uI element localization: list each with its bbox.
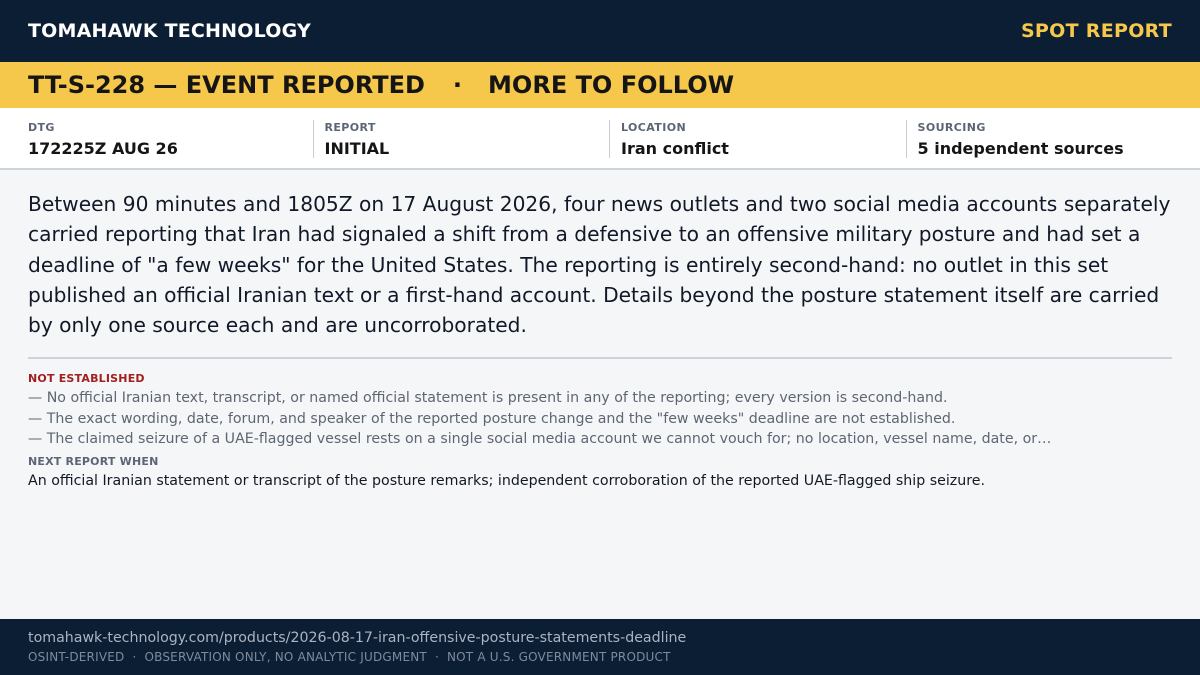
brand-name: TOMAHAWK TECHNOLOGY (28, 20, 311, 42)
disclaimer-osint: OSINT-DERIVED (28, 650, 125, 664)
list-item: — The exact wording, date, forum, and speaker of the reported posture change and the "few weeks" deadline are not established. (28, 410, 956, 427)
disclaimer-not-government: NOT A U.S. GOVERNMENT PRODUCT (446, 650, 671, 664)
meta-value: 5 independent sources (917, 139, 1124, 158)
disclaimer-observation: OBSERVATION ONLY, NO ANALYTIC JUDGMENT (144, 650, 427, 664)
next-report-heading: NEXT REPORT WHEN (28, 455, 159, 469)
list-item: — The claimed seizure of a UAE-flagged vessel rests on a single social media account we cannot vouch for; no location, vessel name, date, or… (28, 431, 1052, 448)
meta-report (313, 108, 608, 168)
meta-value: 172225Z AUG 26 (28, 139, 178, 158)
meta-label: SOURCING (917, 121, 986, 134)
meta-label: LOCATION (621, 121, 687, 134)
report-id-status: TT-S-228 — EVENT REPORTED (28, 71, 425, 99)
not-established-list (28, 388, 1172, 450)
status-banner (0, 62, 1200, 108)
report-type-label: SPOT REPORT (1020, 20, 1172, 42)
footer-bar (0, 619, 1200, 675)
list-item: — No official Iranian text, transcript, or named official statement is present in any of the reporting; every version is second-hand. (28, 390, 948, 406)
next-report-text: An official Iranian statement or transcript of the posture remarks; independent corroboration of the reported UAE-flagged ship seizure. (28, 473, 985, 490)
meta-label: DTG (28, 121, 55, 134)
meta-label: REPORT (324, 121, 376, 134)
meta-value: Iran conflict (621, 139, 729, 158)
disclaimer-line (28, 650, 1172, 664)
report-summary: Between 90 minutes and 1805Z on 17 August 2026, four news outlets and two social media accounts separately carried reporting that Iran had signaled a shift from a defensive to an offensive military posture and had set a deadline of "a few weeks" for the United States. The reporting is entirely second-hand: no outlet in this set published an official Iranian text or a first-hand account. Details beyond the posture statement itself are carried by only one source each and are uncorroborated. (28, 192, 1171, 338)
section-divider (28, 357, 1172, 359)
source-url[interactable]: tomahawk-technology.com/products/2026-08-17-iran-offensive-posture-statements-deadline (28, 630, 687, 646)
banner-separator: · (452, 71, 463, 99)
disclaimer-separator: · (434, 650, 439, 664)
follow-status: MORE TO FOLLOW (488, 71, 735, 99)
disclaimer-separator: · (132, 650, 137, 664)
metadata-strip (0, 108, 1200, 170)
meta-location (609, 108, 904, 168)
meta-sourcing (906, 108, 1200, 168)
header-bar (0, 0, 1200, 62)
meta-dtg (0, 108, 311, 168)
not-established-heading: NOT ESTABLISHED (28, 372, 145, 385)
details-section (28, 372, 1172, 491)
meta-value: INITIAL (324, 139, 390, 158)
